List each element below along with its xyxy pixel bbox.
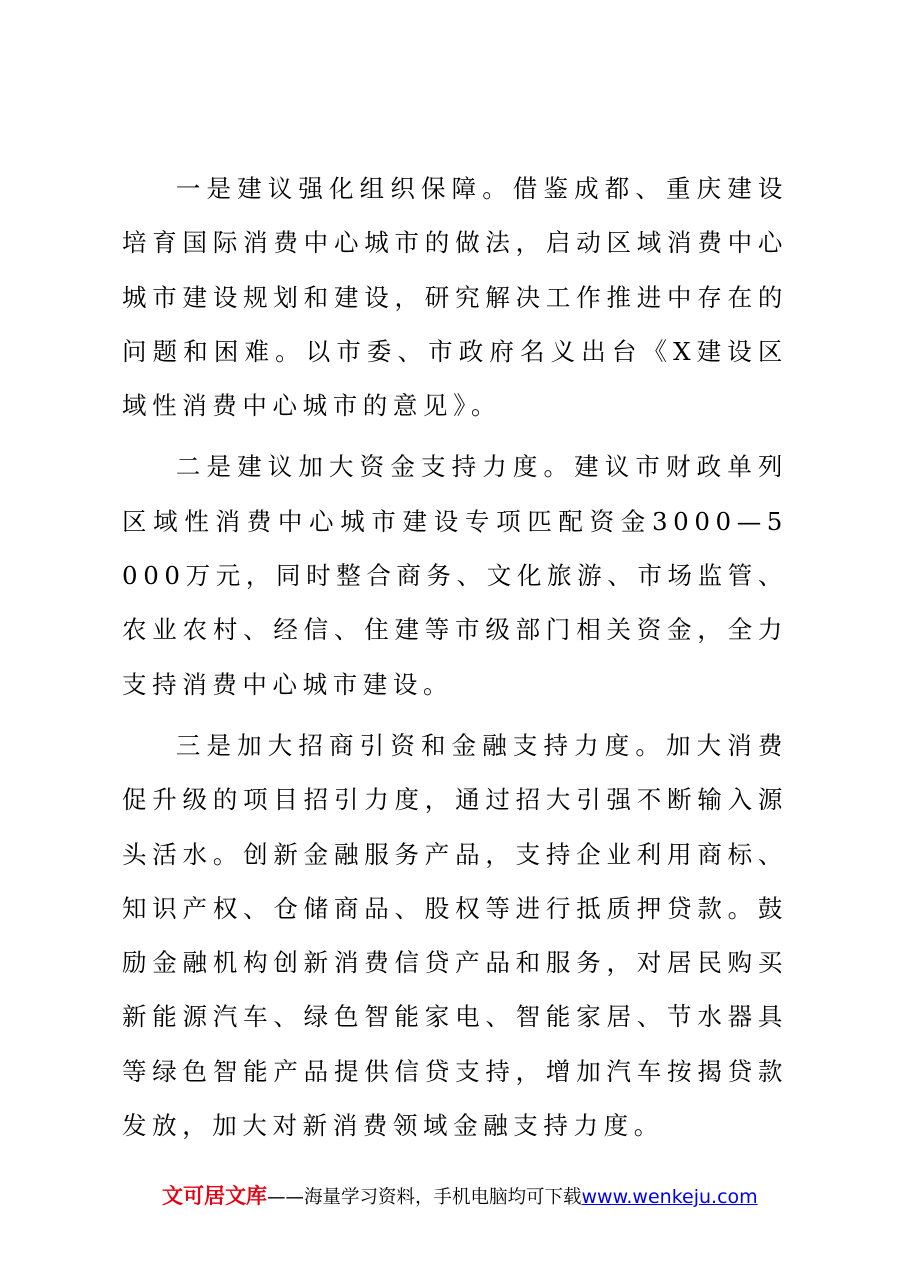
website-link[interactable]: www.wenkeju.com [581,1186,758,1208]
paragraph-1: 一是建议强化组织保障。借鉴成都、重庆建设培育国际消费中心城市的做法，启动区域消费中心城市建设规划和建设，研究解决工作推进中存在的问题和困难。以市委、市政府名义出台《X建设区域性消费中心城市的意见》。 [122,174,788,421]
brand-name: 文可居文库 [162,1184,267,1208]
paragraph-2: 二是建议加大资金支持力度。建议市财政单列区域性消费中心城市建设专项匹配资金3000—5000万元，同时整合商务、文化旅游、市场监管、农业农村、经信、住建等市级部门相关资金，全力支持消费中心城市建设。 [122,452,788,699]
paragraph-3: 三是加大招商引资和金融支持力度。加大消费促升级的项目招引力度，通过招大引强不断输入源头活水。创新金融服务产品，支持企业利用商标、知识产权、仓储商品、股权等进行抵质押贷款。鼓励金融机构创新消费信贷产品和服务，对居民购买新能源汽车、绿色智能家电、智能家居、节水器具等绿色智能产品提供信贷支持，增加汽车按揭贷款发放，加大对新消费领域金融支持力度。 [122,730,788,1141]
footer-banner [162,1182,758,1212]
footer-tagline: ——海量学习资料，手机电脑均可下载 [267,1187,582,1208]
document-body [122,162,788,1160]
